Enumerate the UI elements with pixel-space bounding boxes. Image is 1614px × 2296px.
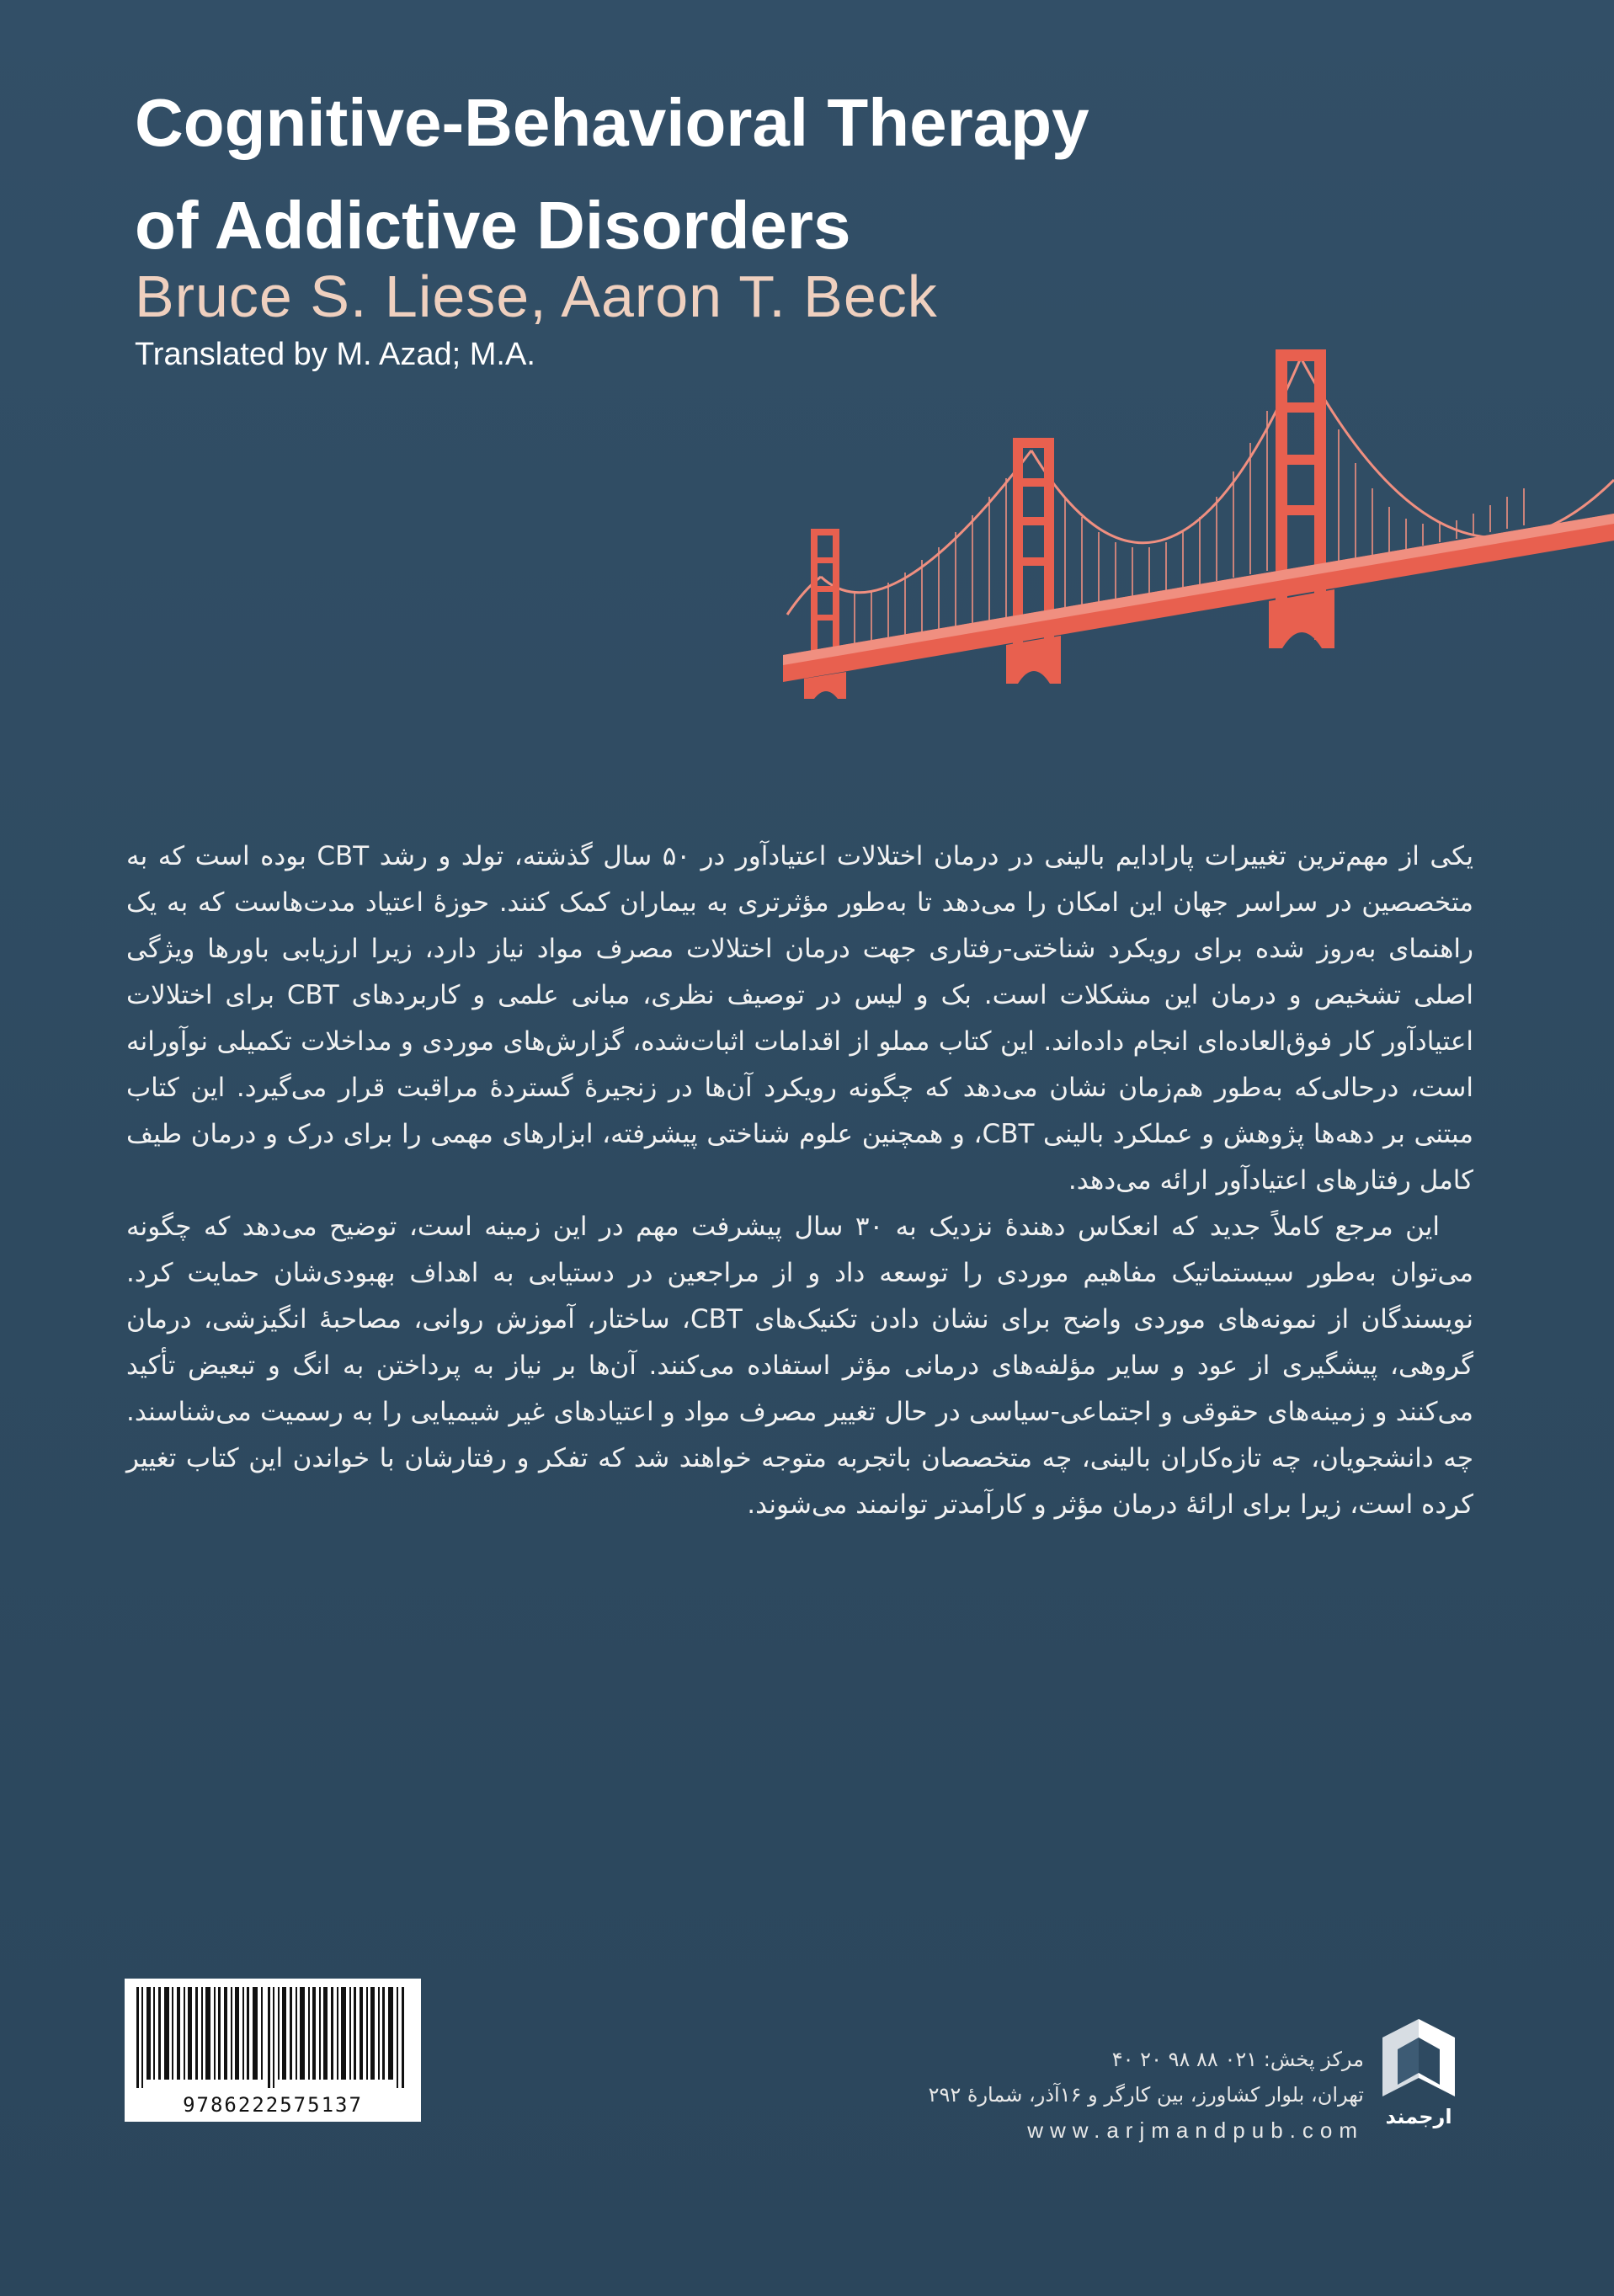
book-authors: Bruce S. Liese, Aaron T. Beck — [135, 264, 938, 329]
book-title — [135, 72, 1313, 277]
distribution-phone: مرکز پخش: ۰۲۱ ۸۸ ۹۸ ۲۰ ۴۰ — [1111, 2048, 1364, 2071]
publisher-website[interactable]: www.arjmandpub.com — [1027, 2118, 1364, 2143]
isbn-barcode — [125, 1979, 421, 2122]
book-title-line-2: of Addictive Disorders — [135, 188, 851, 263]
publisher-address: تهران، بلوار کشاورز، بین کارگر و ۱۶آذر، شمارهٔ ۲۹۲ — [928, 2083, 1364, 2107]
book-translator: Translated by M. Azad; M.A. — [135, 337, 535, 372]
publisher-info — [892, 2042, 1364, 2148]
barcode-bars — [133, 1987, 413, 2088]
description-paragraph-1: یکی از مهم‌ترین تغییرات پارادایم بالینی در درمان اختلالات اعتیادآور در ۵۰ سال گذشته، تولد و رشد CBT بوده است که به متخصصین در سراسر جهان این امکان را می‌دهد تا به‌طور مؤثرتری به بیماران کمک کنند. حوزهٔ اعتیاد مدت‌هاست که به یک راهنمای به‌روز شده برای رویکرد شناختی-رفتاری جهت درمان اختلالات مصرف مواد نیاز دارد، زیرا ارزیابی باورها ویژگی اصلی تشخیص و درمان این مشکلات است. بک و لیس در توصیف نظری، مبانی علمی و کاربردهای CBT برای اختلالات اعتیادآور کار فوق‌العاده‌ای انجام داده‌اند. این کتاب مملو از اقدامات اثبات‌شده، گزارش‌های موردی و مداخلات تکمیلی نوآورانه است، درحالی‌که به‌طور هم‌زمان نشان می‌دهد که چگونه رویکرد آن‌ها در زنجیرهٔ گستردهٔ مراقبت قرار می‌گیرد. این کتاب مبتنی بر دهه‌ها پژوهش و عملکرد بالینی CBT، و همچنین علوم شناختی پیشرفته، ابزارهای مهمی را برای درک و درمان طیف کامل رفتارهای اعتیادآور ارائه می‌دهد. — [126, 841, 1474, 1196]
book-description — [126, 834, 1473, 1528]
isbn-number: 9786222575137 — [183, 2093, 363, 2117]
bridge-illustration — [779, 337, 1614, 732]
description-paragraph-2: این مرجع کاملاً جدید که انعکاس دهندهٔ نزدیک به ۳۰ سال پیشرفت مهم در این زمینه است، توضیح می‌دهد که چگونه می‌توان به‌طور سیستماتیک مفاهیم موردی را توسعه داد و از مراجعین در دستیابی به اهداف بهبودی‌شان حمایت کرد. نویسندگان از نمونه‌های موردی واضح برای نشان دادن تکنیک‌های CBT، ساختار، آموزش روانی، مصاحبهٔ انگیزشی، درمان گروهی، پیشگیری از عود و سایر مؤلفه‌های درمانی مؤثر استفاده می‌کنند. آن‌ها بر نیاز به پرداختن به انگ و تبعیض تأکید می‌کنند و زمینه‌های حقوقی و اجتماعی-سیاسی در حال تغییر مصرف مواد و اعتیادهای غیر شیمیایی را به رسمیت می‌شناسند. چه دانشجویان، چه تازه‌کاران بالینی، چه متخصصان باتجربه متوجه خواهند شد که تفکر و رفتارشان با خواندن این کتاب تغییر کرده است، زیرا برای ارائهٔ درمان مؤثر و کارآمدتر توانمند می‌شوند. — [126, 1212, 1473, 1520]
book-title-line-1: Cognitive-Behavioral Therapy — [135, 85, 1089, 160]
publisher-name: ارجمند — [1385, 2105, 1452, 2128]
